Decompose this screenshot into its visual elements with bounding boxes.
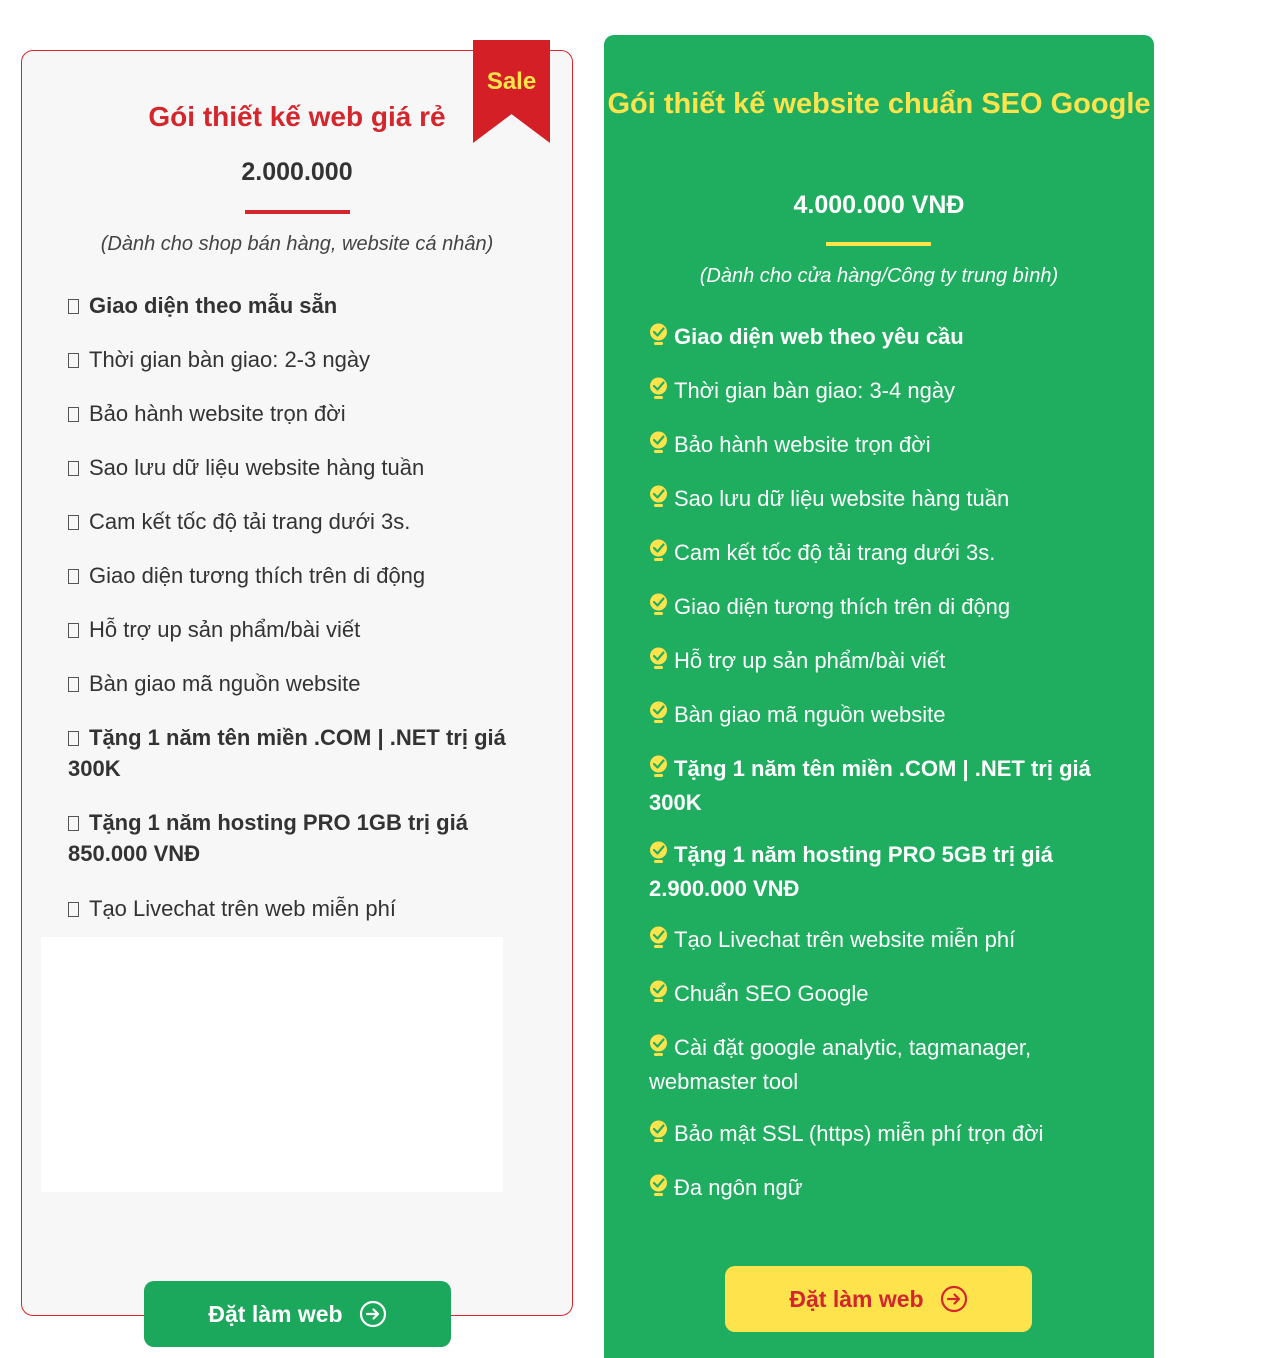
feature-text: Hỗ trợ up sản phẩm/bài viết [674,648,946,673]
feature-item [649,375,1099,409]
feature-item [649,591,1099,625]
checkbox-icon [68,816,79,831]
checkbox-icon [68,731,79,746]
seo-order-button[interactable] [725,1266,1032,1332]
check-badge-icon [649,701,668,733]
seo-plan-price: 4.000.000 VNĐ [793,191,965,219]
sale-badge-label: Sale [486,68,537,95]
feature-item [649,978,1099,1012]
checkbox-icon [68,623,79,638]
checkbox-icon [68,299,79,314]
checkbox-icon [68,515,79,530]
feature-text: Thời gian bàn giao: 3-4 ngày [674,378,956,403]
feature-item: Sao lưu dữ liệu website hàng tuần [68,452,518,483]
feature-item [649,1172,1099,1206]
feature-item: Hỗ trợ up sản phẩm/bài viết [68,614,518,645]
check-badge-icon [649,377,668,409]
feature-item [649,429,1099,463]
seo-plan-card [604,35,1154,1358]
checkbox-icon [68,569,79,584]
feature-text: Giao diện web theo yêu cầu [674,324,964,349]
check-badge-icon [649,431,668,463]
feature-text: Bảo mật SSL (https) miễn phí trọn đời [674,1121,1044,1146]
check-badge-icon [649,1120,668,1152]
seo-plan-title: Gói thiết kế website chuẩn SEO Google [607,88,1151,120]
feature-text: Đa ngôn ngữ [674,1175,803,1200]
feature-text: Tặng 1 năm tên miền .COM | .NET trị giá 300K [649,756,1091,815]
checkbox-icon [68,407,79,422]
feature-text: Cài đặt google analytic, tagmanager, webmaster tool [649,1035,1032,1094]
feature-item [649,699,1099,733]
feature-item [649,1032,1099,1097]
check-badge-icon [649,926,668,958]
check-badge-icon [649,1034,668,1066]
basic-order-button-label: Đặt làm web [208,1300,343,1327]
checkbox-icon [68,677,79,692]
feature-text: Chuẩn SEO Google [674,981,869,1006]
check-badge-icon [649,593,668,625]
feature-item [649,839,1099,904]
feature-item [649,1118,1099,1152]
feature-item [649,753,1099,818]
basic-order-button[interactable] [144,1281,451,1347]
check-badge-icon [649,647,668,679]
check-badge-icon [649,485,668,517]
feature-item [649,645,1099,679]
empty-content-area [41,937,503,1192]
feature-item: Tặng 1 năm tên miền .COM | .NET trị giá 300K [68,725,506,781]
feature-item: Giao diện tương thích trên di động [68,560,518,591]
feature-item [649,483,1099,517]
feature-item [649,924,1099,958]
feature-item: Tạo Livechat trên web miễn phí [68,893,518,924]
basic-plan-price: 2.000.000 [241,158,353,186]
feature-item [649,537,1099,571]
feature-text: Tạo Livechat trên website miễn phí [674,927,1016,952]
check-badge-icon [649,755,668,787]
feature-text: Bàn giao mã nguồn website [674,702,946,727]
feature-text: Sao lưu dữ liệu website hàng tuần [674,486,1010,511]
arrow-right-circle-icon [940,1285,968,1313]
feature-item: Thời gian bàn giao: 2-3 ngày [68,344,518,375]
check-badge-icon [649,1174,668,1206]
feature-item [649,321,1099,355]
check-badge-icon [649,323,668,355]
feature-text: Bảo hành website trọn đời [674,432,931,457]
basic-plan-divider [245,210,350,214]
basic-plan-title: Gói thiết kế web giá rẻ [148,101,446,132]
check-badge-icon [649,980,668,1012]
feature-text: Cam kết tốc độ tải trang dưới 3s. [674,540,996,565]
seo-plan-subtitle: (Dành cho cửa hàng/Công ty trung bình) [699,265,1059,287]
check-badge-icon [649,841,668,873]
basic-plan-subtitle: (Dành cho shop bán hàng, website cá nhân) [100,233,494,255]
arrow-right-circle-icon [359,1300,387,1328]
seo-plan-divider [826,242,931,246]
feature-item: Bảo hành website trọn đời [68,398,518,429]
feature-item: Cam kết tốc độ tải trang dưới 3s. [68,506,518,537]
check-badge-icon [649,539,668,571]
feature-item: Tặng 1 năm hosting PRO 1GB trị giá 850.000 VNĐ [68,810,468,866]
checkbox-icon [68,353,79,368]
seo-order-button-label: Đặt làm web [789,1285,924,1312]
checkbox-icon [68,461,79,476]
checkbox-icon [68,902,79,917]
feature-text: Giao diện tương thích trên di động [674,594,1011,619]
feature-text: Tặng 1 năm hosting PRO 5GB trị giá 2.900.000 VNĐ [649,842,1053,901]
feature-item: Giao diện theo mẫu sẵn [68,290,518,321]
feature-item: Bàn giao mã nguồn website [68,668,518,699]
